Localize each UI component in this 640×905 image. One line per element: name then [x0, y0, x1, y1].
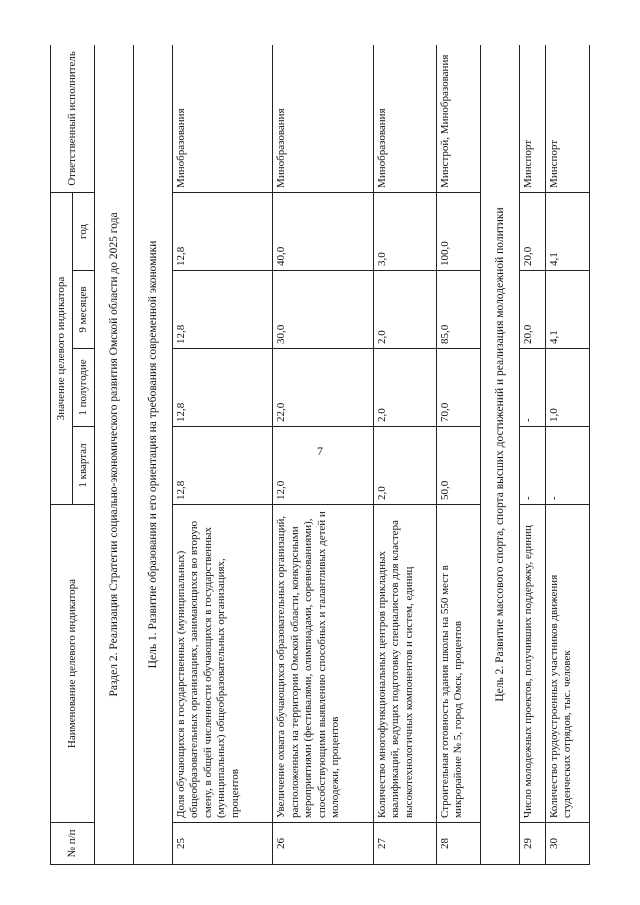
value-year: 20,0	[520, 192, 546, 270]
value-m9: 20,0	[520, 271, 546, 349]
value-year: 3,0	[373, 192, 436, 270]
header-name: Наименование целевого индикатора	[51, 505, 95, 823]
row-number: 30	[545, 823, 589, 865]
row-number: 28	[436, 823, 480, 865]
row-number: 27	[373, 823, 436, 865]
table-wrapper	[50, 45, 590, 865]
header-year: год	[73, 192, 95, 270]
indicator-name: Число молодежных проектов, получивших поддержку, единиц	[520, 505, 546, 823]
value-q1: 50,0	[436, 427, 480, 505]
value-h1: 2,0	[373, 349, 436, 427]
value-q1: 12,0	[273, 427, 373, 505]
value-q1: -	[520, 427, 546, 505]
responsible: Минспорт	[520, 45, 546, 192]
table-row	[520, 45, 546, 865]
page-number: 7	[317, 444, 323, 458]
goal-2-title: Цель 2. Развитие массового спорта, спорта высших достижений и реализация молодежной политики	[481, 45, 520, 865]
value-h1: 12,8	[173, 349, 273, 427]
indicator-table	[50, 45, 590, 865]
rotated-table-area	[50, 45, 590, 865]
responsible: Минстрой, Минобразования	[436, 45, 480, 192]
header-h1: 1 полугодие	[73, 349, 95, 427]
table-row	[373, 45, 436, 865]
section-title: Раздел 2. Реализация Стратегии социально-экономического развития Омской области до 2025 года	[95, 45, 134, 865]
header-responsible: Ответственный исполнитель	[51, 45, 95, 192]
responsible: Минобразования	[173, 45, 273, 192]
value-h1: 1,0	[545, 349, 589, 427]
value-year: 100,0	[436, 192, 480, 270]
row-number: 25	[173, 823, 273, 865]
responsible: Минобразования	[273, 45, 373, 192]
table-row	[173, 45, 273, 865]
value-m9: 85,0	[436, 271, 480, 349]
value-year: 12,8	[173, 192, 273, 270]
value-q1: -	[545, 427, 589, 505]
row-number: 29	[520, 823, 546, 865]
row-number: 26	[273, 823, 373, 865]
value-q1: 2,0	[373, 427, 436, 505]
indicator-name: Строительная готовность здания школы на 550 мест в микрорайоне № 5, город Омск, процентов	[436, 505, 480, 823]
responsible: Минспорт	[545, 45, 589, 192]
table-row	[545, 45, 589, 865]
value-m9: 4,1	[545, 271, 589, 349]
header-q1: 1 квартал	[73, 427, 95, 505]
value-year: 4,1	[545, 192, 589, 270]
value-h1: -	[520, 349, 546, 427]
value-m9: 12,8	[173, 271, 273, 349]
header-m9: 9 месяцев	[73, 271, 95, 349]
header-num: № п/п	[51, 823, 95, 865]
header-value-group: Значение целевого индикатора	[51, 192, 73, 504]
goal-1-title: Цель 1. Развитие образования и его ориентация на требования современной экономики	[134, 45, 173, 865]
indicator-name: Количество трудоустроенных участников движения студенческих отрядов, тыс. человек	[545, 505, 589, 823]
indicator-name: Количество многофункциональных центров прикладных квалификаций, ведущих подготовку специалистов для кластера высокотехнологичных компонентов и систем, единиц	[373, 505, 436, 823]
value-h1: 22,0	[273, 349, 373, 427]
value-m9: 2,0	[373, 271, 436, 349]
value-q1: 12,8	[173, 427, 273, 505]
responsible: Минобразования	[373, 45, 436, 192]
indicator-name: Увеличение охвата обучающихся образовательных организаций, расположенных на территории Омской области, конкурсными мероприятиями (фестивалями, олимпиадами, соревнованиями), способствующими выявлению способных и талантливых детей и молодежи, процентов	[273, 505, 373, 823]
indicator-name: Доля обучающихся в государственных (муниципальных) общеобразовательных организациях, занимающихся во вторую смену, в общей численности обучающихся в государственных (муниципальных) общеобразовательных организациях, процентов	[173, 505, 273, 823]
table-row	[273, 45, 373, 865]
value-h1: 70,0	[436, 349, 480, 427]
value-year: 40,0	[273, 192, 373, 270]
value-m9: 30,0	[273, 271, 373, 349]
table-row	[436, 45, 480, 865]
